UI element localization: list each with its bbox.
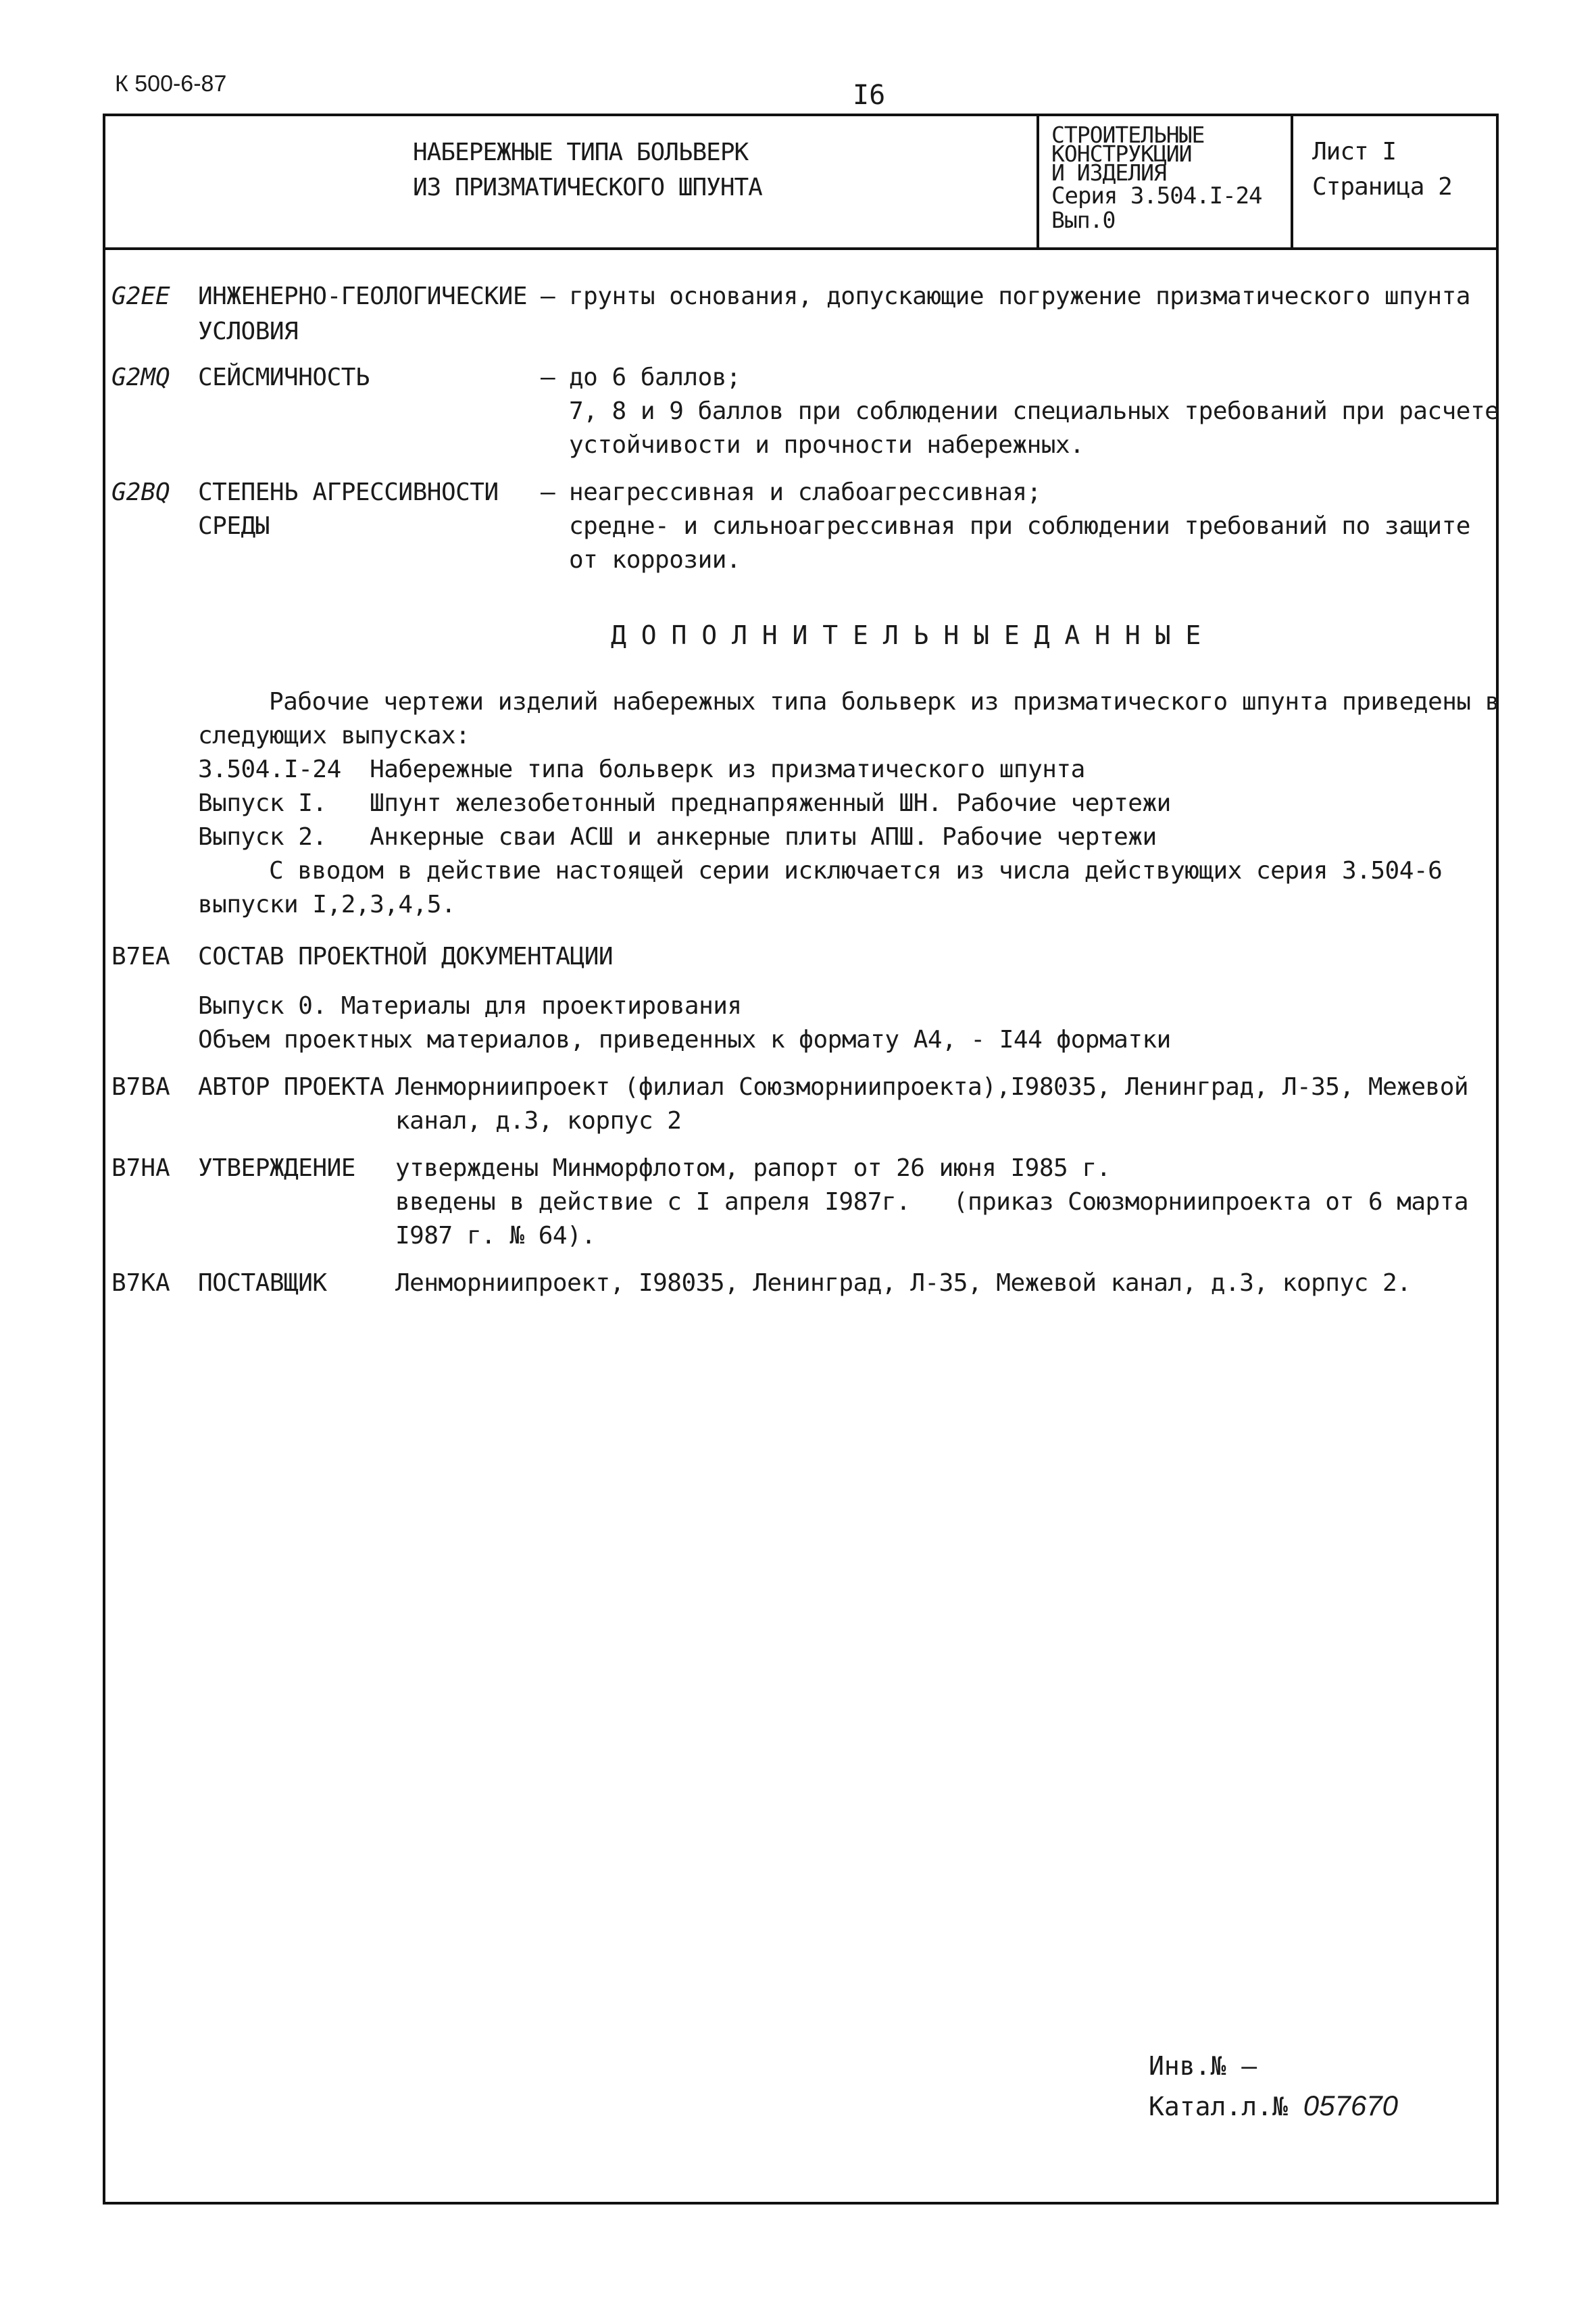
- section-heading: Д О П О Л Н И Т Е Л Ь Н Ы Е Д А Н Н Ы Е: [611, 620, 1201, 650]
- field-text: Ленморниипроект, I98035, Ленинград, Л-35, Межевой канал, д.3, корпус 2.: [395, 1269, 1412, 1297]
- field-text: Ленморниипроект (филиал Союзморниипроекта),I98035, Ленинград, Л-35, Межевой: [395, 1073, 1469, 1101]
- sheet-cell: [1293, 116, 1496, 247]
- field-code: B7BA: [111, 1073, 170, 1101]
- field-text: Выпуск 0. Материалы для проектирования: [198, 992, 742, 1020]
- list-item: 3.504.I-24 Набережные типа больверк из призматического шпунта: [198, 756, 1085, 783]
- field-label: УТВЕРЖДЕНИЕ: [198, 1154, 355, 1182]
- field-label: ПОСТАВЩИК: [198, 1269, 327, 1297]
- field-text: введены в действие с I апреля I987г. (приказ Союзморниипроекта от 6 марта: [395, 1188, 1469, 1216]
- condition-code: G2EE: [111, 282, 170, 310]
- condition-label-cont: УСЛОВИЯ: [198, 318, 299, 345]
- condition-text: грунты основания, допускающие погружение призматического шпунта: [569, 282, 1470, 310]
- field-text: канал, д.3, корпус 2: [395, 1107, 682, 1135]
- title-line-1: НАБЕРЕЖНЫЕ ТИПА БОЛЬВЕРК: [413, 139, 749, 166]
- series-line-2: КОНСТРУКЦИИ: [1051, 141, 1192, 167]
- field-text: Объем проектных материалов, приведенных к формату А4, - I44 форматки: [198, 1026, 1171, 1054]
- paragraph-line: С вводом в действие настоящей серии исключается из числа действующих серия 3.504-6: [269, 857, 1443, 885]
- paragraph-line: Рабочие чертежи изделий набережных типа больверк из призматического шпунта приведены в: [269, 688, 1499, 716]
- title-line-2: ИЗ ПРИЗМАТИЧЕСКОГО ШПУНТА: [413, 174, 762, 201]
- condition-label: СТЕПЕНЬ АГРЕССИВНОСТИ: [198, 478, 499, 506]
- catalog-label: Катал.л.№: [1149, 2092, 1288, 2121]
- list-item: Выпуск 2. Анкерные сваи АСШ и анкерные плиты АПШ. Рабочие чертежи: [198, 823, 1157, 851]
- condition-text-cont: средне- и сильноагрессивная при соблюдении требований по защите: [569, 512, 1470, 540]
- series-cell: [1039, 116, 1293, 247]
- condition-label: СЕЙСМИЧНОСТЬ: [198, 364, 370, 391]
- condition-text-cont: от коррозии.: [569, 546, 741, 574]
- catalog-number: [1149, 2090, 1398, 2122]
- condition-text-cont: 7, 8 и 9 баллов при соблюдении специальных требований при расчете: [569, 397, 1499, 425]
- document-code: К 500-6-87: [115, 71, 227, 97]
- field-text: I987 г. № 64).: [395, 1222, 596, 1250]
- series-line-1: СТРОИТЕЛЬНЫЕ: [1051, 122, 1205, 148]
- field-code: B7HA: [111, 1154, 170, 1182]
- field-text: утверждены Минморфлотом, рапорт от 26 июня I985 г.: [395, 1154, 1111, 1182]
- condition-text-cont: устойчивости и прочности набережных.: [569, 431, 1084, 459]
- inventory-number: Инв.№ —: [1149, 2051, 1257, 2081]
- title-cell: [105, 116, 1039, 247]
- paragraph-line: следующих выпусках:: [198, 722, 470, 749]
- series-line-4: Серия 3.504.I-24: [1051, 182, 1262, 210]
- field-label: АВТОР ПРОЕКТА: [198, 1073, 384, 1101]
- series-line-5: Вып.0: [1051, 207, 1116, 233]
- title-block: [105, 116, 1496, 250]
- catalog-value: 057670: [1303, 2090, 1398, 2121]
- condition-text: до 6 баллов;: [569, 364, 741, 391]
- condition-label-cont: СРЕДЫ: [198, 512, 270, 540]
- dash: –: [541, 282, 555, 310]
- page-number: I6: [853, 80, 886, 111]
- series-line-3: И ИЗДЕЛИЯ: [1051, 159, 1166, 186]
- condition-code: G2MQ: [111, 364, 170, 391]
- condition-code: G2BQ: [111, 478, 170, 506]
- sheet-page: Страница 2: [1312, 173, 1452, 201]
- field-code: B7EA: [111, 943, 170, 970]
- dash: –: [541, 364, 555, 391]
- field-code: B7KA: [111, 1269, 170, 1297]
- dash: –: [541, 478, 555, 506]
- condition-label: ИНЖЕНЕРНО-ГЕОЛОГИЧЕСКИЕ: [198, 282, 527, 310]
- paragraph-line: выпуски I,2,3,4,5.: [198, 891, 456, 918]
- list-item: Выпуск I. Шпунт железобетонный преднапряженный ШН. Рабочие чертежи: [198, 789, 1171, 817]
- sheet-number: Лист I: [1312, 138, 1397, 166]
- field-label: СОСТАВ ПРОЕКТНОЙ ДОКУМЕНТАЦИИ: [198, 943, 614, 970]
- condition-text: неагрессивная и слабоагрессивная;: [569, 478, 1041, 506]
